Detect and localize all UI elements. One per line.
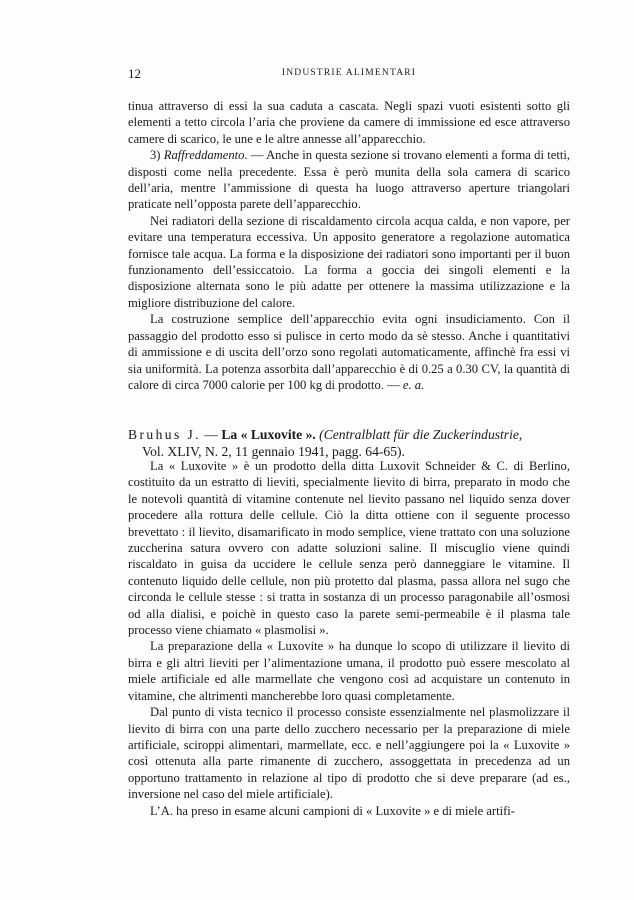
paragraph-body: — Anche in questa sezione si trovano elementi a forma di tetti, disposti come nella precedente. Essa è però munita della sola camera di scarico dell’aria, mentre l’ammissione di questa ha luogo attraverso aperture triangolari praticate nell’opposta parete dell’apparecchio. bbox=[128, 148, 570, 212]
paragraph-luxovite-intro: La « Luxovite » è un prodotto della ditta Luxovit Schneider & C. di Berlino, costituito da un estratto di lieviti, specialmente lievito di birra, preparato in modo che le notevoli quantità di vitamine contenute nel lievito passano nel liquido senza dover procedere alla rottura delle cellule. Ciò la ditta ottiene con il seguente processo brevettato : il lievito, disamarificato in modo semplice, viene trattato con una soluzione zuccherina satura ovvero con adatte soluzioni saline. Il miscuglio viene quindi riscaldato in guisa da uccidere le cellule senza però danneggiare le vitamine. Il contenuto liquido delle cellule, non più protetto dal plasma, passa allora nel sugo che circonda le cellule stesse : si tratta in sostanza di un processo paragonabile all’osmosi od alla dialisi, e poichè in questo caso la parete semi-permeabile è il plasma tale processo viene chiamato « plasmolisi ». bbox=[128, 459, 570, 638]
bibliographic-citation bbox=[128, 426, 570, 460]
paragraph-radiatori: Nei radiatori della sezione di riscaldamento circola acqua calda, e non vapore, per evitare una temperatura eccessiva. Un apposito generatore a regolazione automatica fornisce tale acqua. La forma e la disposizione dei radiatori sono importanti per il buon funzionamento dell’essiccatoio. La forma a goccia dei singoli elementi e la disposizione alternata sono le più adatte per ottenere la massima utilizzazione e la migliore distribuzione del calore. bbox=[128, 213, 570, 310]
paragraph-preparazione: La preparazione della « Luxovite » ha dunque lo scopo di utilizzare il lievito di birra e gli altri lieviti per l’alimentazione umana, il prodotto può essere mescolato al miele artificiale ed alle marmellate che vengono così ad acquistare un contenuto in vitamine, che altrimenti mancherebbe loro quasi completamente. bbox=[128, 639, 570, 703]
list-marker: 3) bbox=[150, 148, 164, 163]
citation-line-2: Vol. XLIV, N. 2, 11 gennaio 1941, pagg. 64-65). bbox=[142, 444, 405, 459]
paragraph-processo-tecnico: Dal punto di vista tecnico il processo consiste essenzialmente nel plasmolizzare il lievito di birra con una parte dello zucchero necessario per la preparazione di miele artificiale, sciroppi alimentari, marmellate, ecc. e nell’aggiungere poi la « Luxovite » così ottenuta alla parte rimanente di zucchero, assoggettata in precedenza ad un opportuno trattamento in relazione al tipo di prodotto che si deve preparare (ad es., inversione nel caso del miele artificiale). bbox=[128, 705, 570, 802]
subsection-heading: Raffreddamento. bbox=[163, 148, 248, 163]
section-essiccatoio-text bbox=[128, 98, 570, 393]
citation-author: Bruhus J. bbox=[128, 427, 201, 442]
page-header bbox=[128, 66, 570, 82]
paragraph-campioni: L’A. ha preso in esame alcuni campioni di « Luxovite » e di miele artifi- bbox=[150, 803, 515, 818]
author-initials: e. a. bbox=[402, 377, 425, 392]
running-title: INDUSTRIE ALIMENTARI bbox=[281, 68, 417, 78]
section-luxovite-text bbox=[128, 458, 570, 819]
paragraph-body: La costruzione semplice dell’apparecchio evita ogni insudiciamento. Con il passaggio del prodotto esso si pulisce in certo modo da sè stesso. Anche i quantitativi di ammissione e di uscita dell’orzo sono regolati automaticamente, affinchè fra essi vi sia uniformità. La potenza assorbita dall’apparecchio è di 0.25 a 0.30 CV, la quantità di calore di circa 7000 calorie per 100 kg di prodotto. — bbox=[128, 312, 570, 392]
citation-line-1 bbox=[128, 426, 570, 443]
citation-journal: (Centralblatt für die Zuckerindustrie, bbox=[315, 427, 523, 442]
citation-title: La « Luxovite ». bbox=[221, 427, 316, 442]
paragraph-continuation: tinua attraverso di essi la sua caduta a cascata. Negli spazi vuoti esistenti sotto gli elementi a tetto circola l’aria che proviene da camere di immissione ed esce attraverso camere di scarico, le une e le altre annesse all’apparecchio. bbox=[128, 99, 570, 146]
paragraph-raffreddamento bbox=[128, 147, 570, 213]
page-number: 12 bbox=[128, 66, 141, 81]
citation-dash: — bbox=[200, 427, 222, 442]
paragraph-costruzione bbox=[128, 311, 570, 393]
